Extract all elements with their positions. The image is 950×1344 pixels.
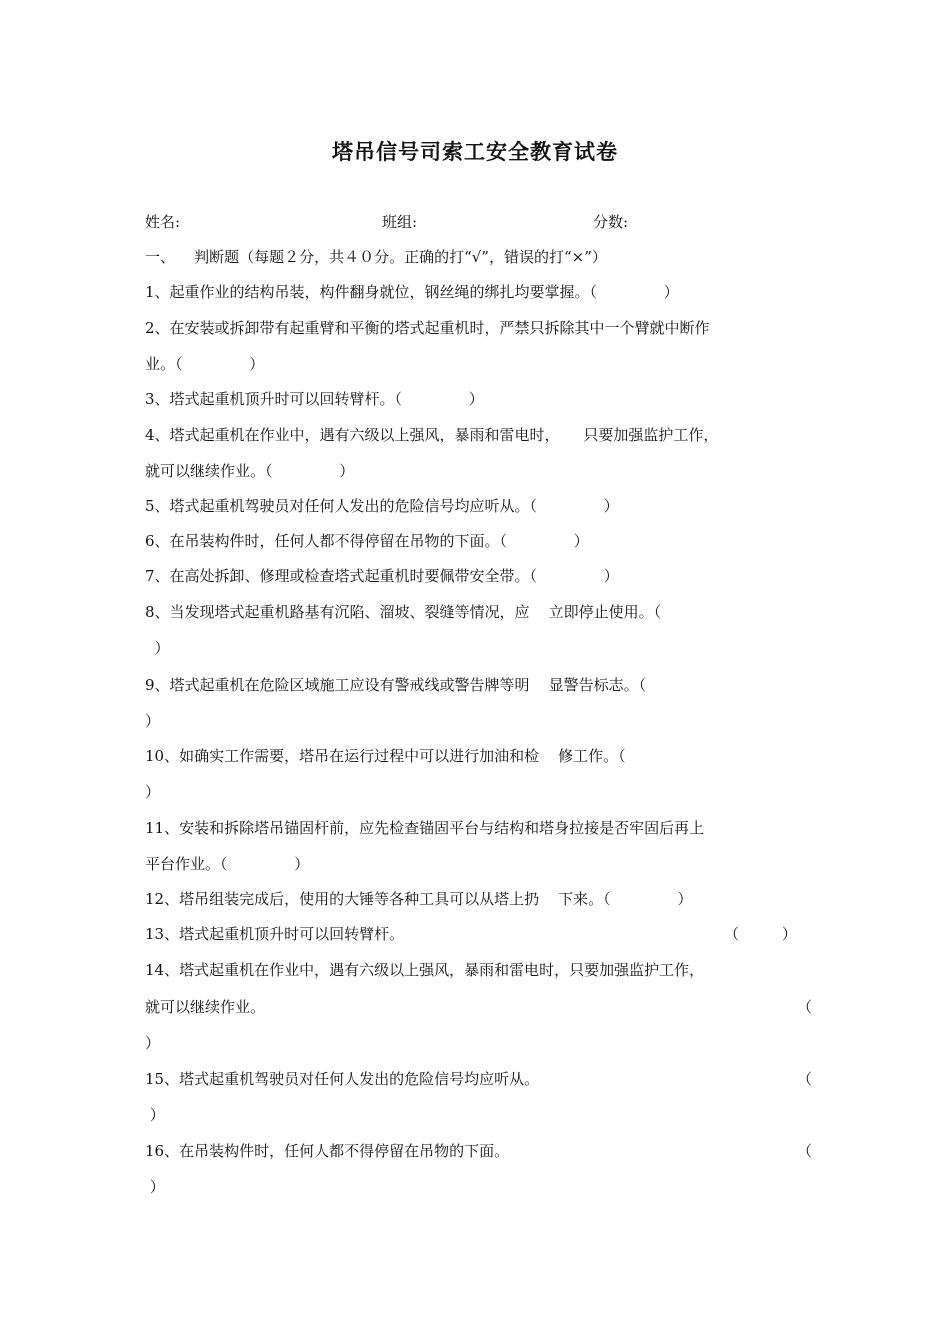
document-title: 塔吊信号司索工安全教育试卷 [332,139,618,164]
question-16-answer-open: （ [797,1142,813,1160]
question-12: 12、塔吊组装完成后，使用的大锤等各种工具可以从塔上扔 下来。（ ） [145,890,693,908]
question-11-line-2: 平台作业。（ ） [145,855,310,873]
question-3: 3、塔式起重机顶升时可以回转臂杆。（ ） [145,390,484,408]
question-11-line-1: 11、安装和拆除塔吊锚固杆前，应先检查锚固平台与结构和塔身拉接是否牢固后再上 [145,819,705,837]
question-2-line-2: 业。（ ） [145,355,265,373]
question-10-line-1: 10、如确实工作需要，塔吊在运行过程中可以进行加油和检 修工作。（ [145,747,626,765]
score-label: 分数: [593,213,629,231]
team-label: 班组: [382,213,418,231]
question-10-line-2: ） [145,783,161,801]
question-5: 5、塔式起重机驾驶员对任何人发出的危险信号均应听从。（ ） [145,497,619,515]
name-label: 姓名: [145,213,181,231]
question-15: 15、塔式起重机驾驶员对任何人发出的危险信号均应听从。 [145,1070,540,1088]
question-16: 16、在吊装构件时，任何人都不得停留在吊物的下面。 [145,1142,510,1160]
question-1: 1、起重作业的结构吊装，构件翻身就位，钢丝绳的绑扎均要掌握。（ ） [145,283,679,301]
question-8-line-1: 8、当发现塔式起重机路基有沉陷、溜坡、裂缝等情况，应 立即停止使用。（ [145,603,662,621]
question-15-answer-open: （ [797,1070,813,1088]
question-4-line-1: 4、塔式起重机在作业中，遇有六级以上强风，暴雨和雷电时， 只要加强监护工作， [145,426,719,444]
question-15-answer-close: ） [145,1106,165,1124]
question-13: 13、塔式起重机顶升时可以回转臂杆。 [145,925,405,943]
section-heading: 一、 判断题（每题２分，共４０分。正确的打“√”，错误的打“×”） [145,248,607,266]
question-13-answer-blank: （ ） [724,925,797,943]
question-9-line-1: 9、塔式起重机在危险区域施工应设有警戒线或警告牌等明 显警告标志。（ [145,676,647,694]
question-9-line-2: ） [145,712,161,730]
question-14-answer-close: ） [145,1034,161,1052]
question-6: 6、在吊装构件时，任何人都不得停留在吊物的下面。（ ） [145,532,589,550]
question-2-line-1: 2、在安装或拆卸带有起重臂和平衡的塔式起重机时，严禁只拆除其中一个臂就中断作 [145,319,710,337]
question-14-line-2: 就可以继续作业。 [145,998,266,1016]
question-14-answer-open: （ [797,998,813,1016]
question-16-answer-close: ） [145,1178,165,1196]
question-14-line-1: 14、塔式起重机在作业中，遇有六级以上强风，暴雨和雷电时，只要加强监护工作， [145,961,705,979]
question-7: 7、在高处拆卸、修理或检查塔式起重机时要佩带安全带。（ ） [145,567,619,585]
question-4-line-2: 就可以继续作业。（ ） [145,462,355,480]
question-8-line-2: ） [145,639,170,657]
